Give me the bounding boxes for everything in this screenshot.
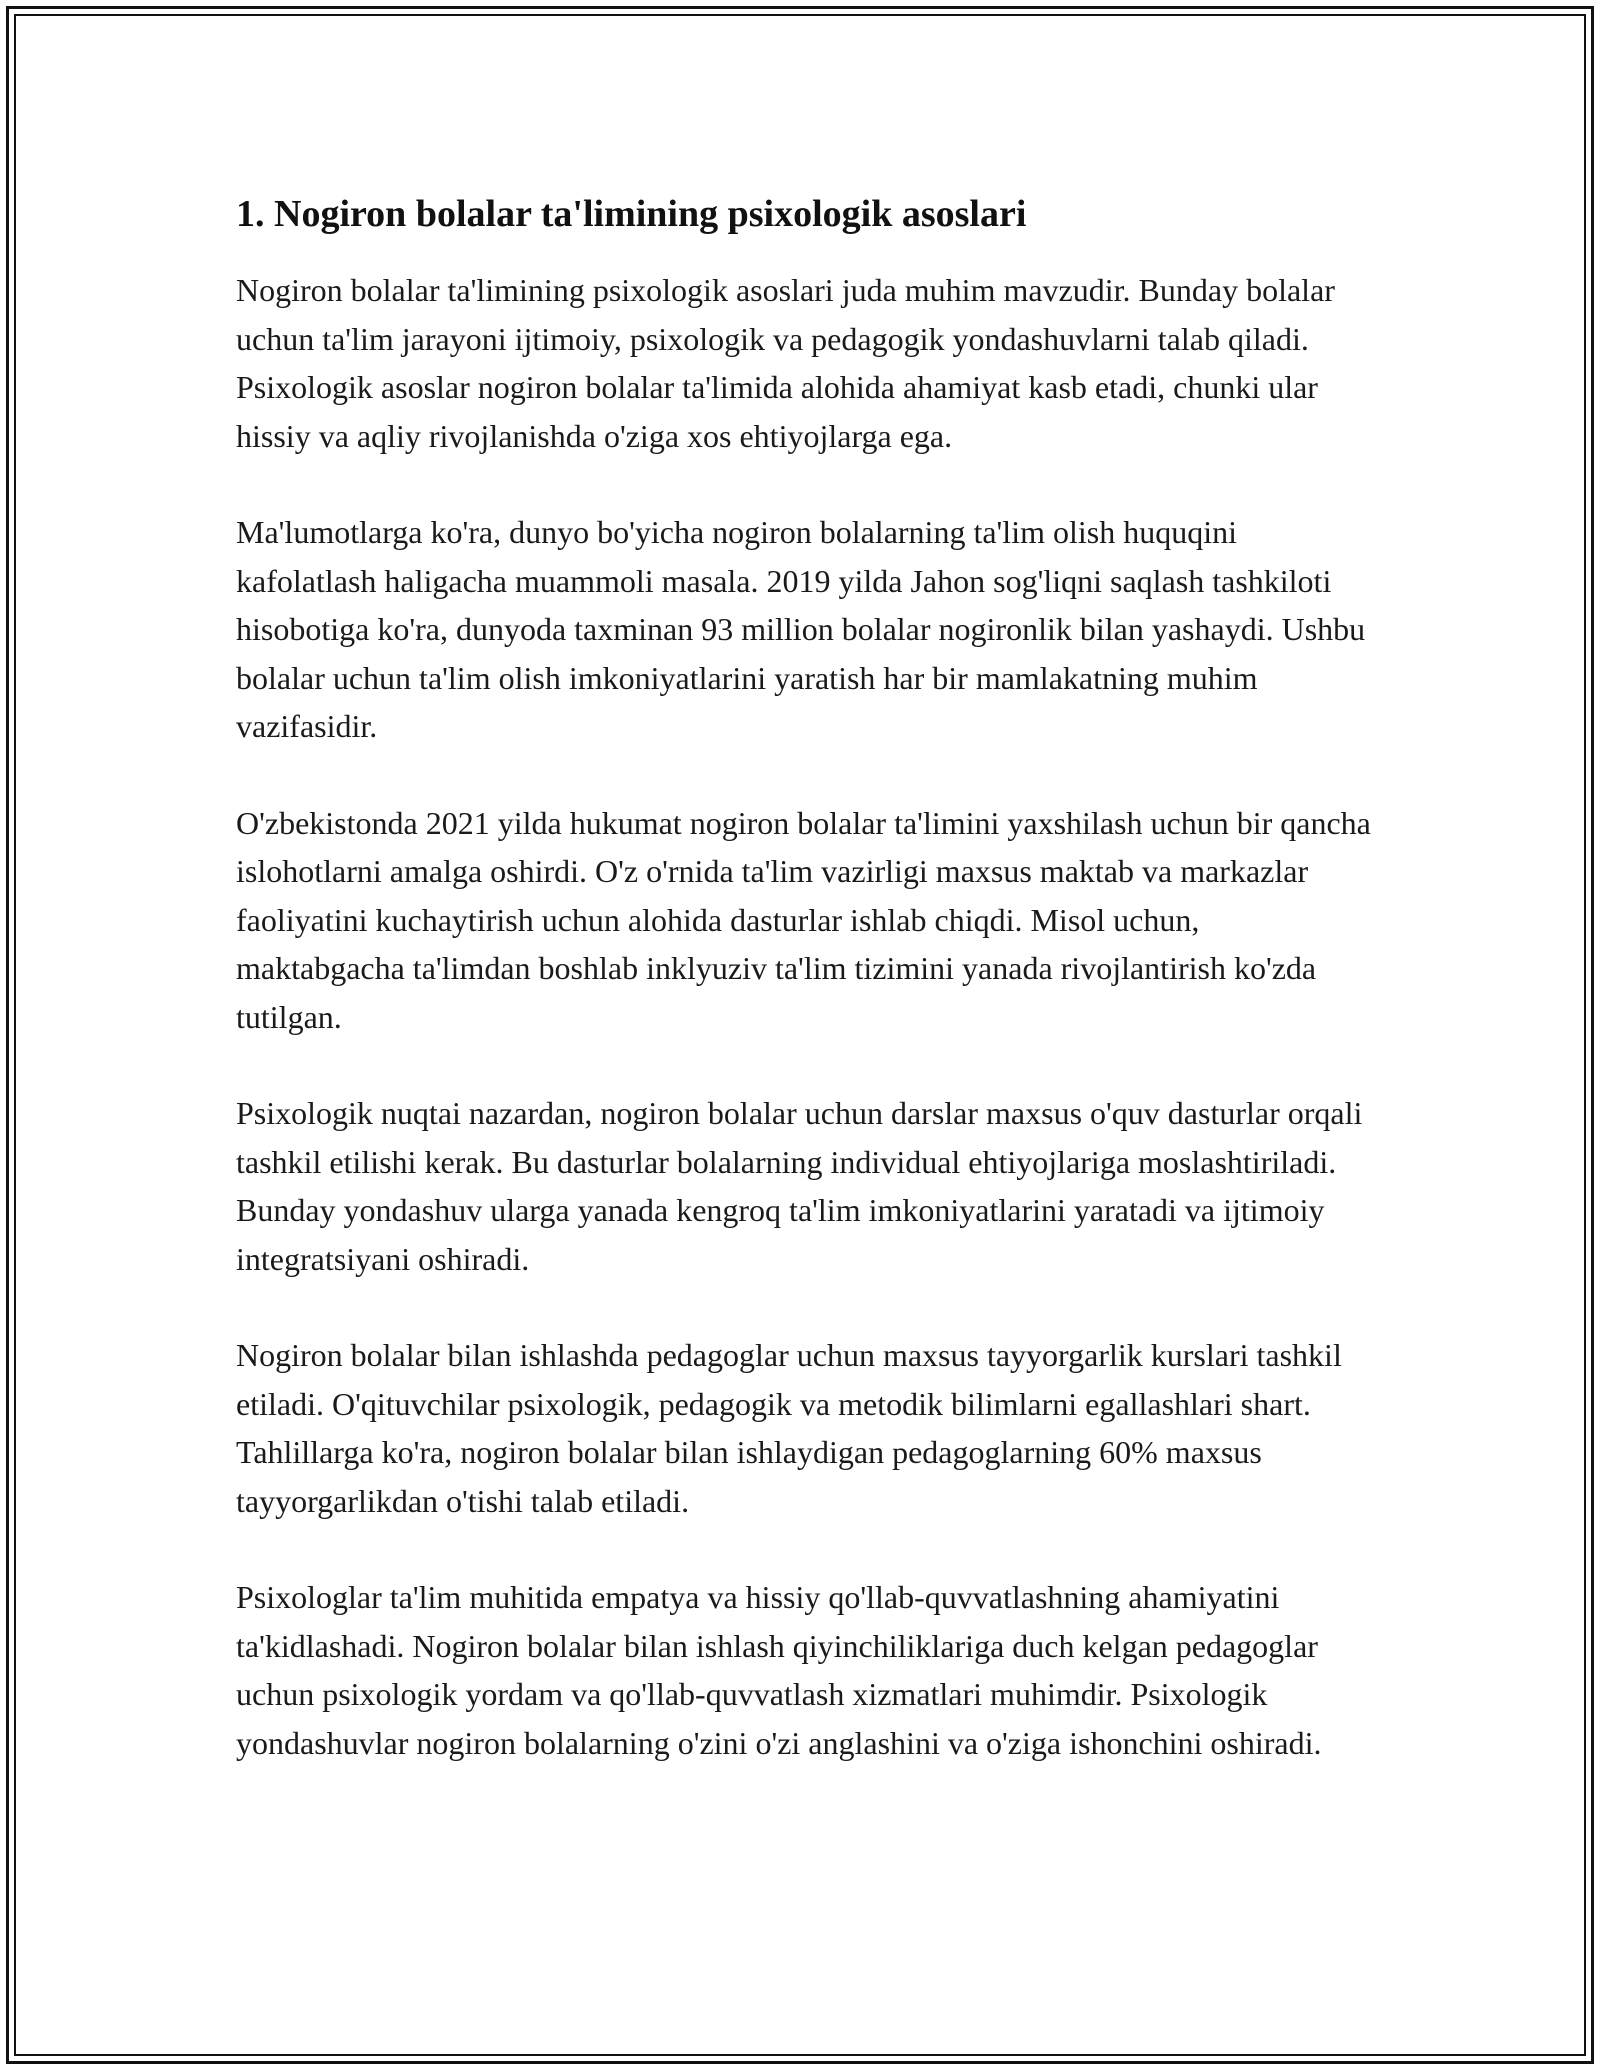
section-heading: 1. Nogiron bolalar ta'limining psixologik asoslari [236,193,1027,235]
document-body [236,186,1376,1815]
paragraph-psychological-view: Psixologik nuqtai nazardan, nogiron bolalar uchun darslar maxsus o'quv dasturlar orqali tashkil etilishi kerak. Bu dasturlar bolalarning individual ehtiyojlariga moslashtiriladi. Bunday yondashuv ularga yanada kengroq ta'lim imkoniyatlarini yaratadi va ijtimoiy integratsiyani oshiradi. [236,1095,1363,1277]
paragraph-psychologists: Psixologlar ta'lim muhitida empatya va hissiy qo'llab-quvvatlashning ahamiyatini ta'kidlashadi. Nogiron bolalar bilan ishlash qiyinchiliklariga duch kelgan pedagoglar uchun psixologik yordam va qo'llab-quvvatlash xizmatlari muhimdir. Psixologik yondashuvlar nogiron bolalarning o'zini o'zi anglashini va o'ziga ishonchini oshiradi. [236,1579,1322,1761]
paragraph-intro: Nogiron bolalar ta'limining psixologik asoslari juda muhim mavzudir. Bunday bolalar uchun ta'lim jarayoni ijtimoiy, psixologik va pedagogik yondashuvlarni talab qiladi. Psixologik asoslar nogiron bolalar ta'limida alohida ahamiyat kasb etadi, chunki ular hissiy va aqliy rivojlanishda o'ziga xos ehtiyojlarga ega. [236,272,1335,454]
paragraph-statistics: Ma'lumotlarga ko'ra, dunyo bo'yicha nogiron bolalarning ta'lim olish huquqini kafolatlash haligacha muammoli masala. 2019 yilda Jahon sog'liqni saqlash tashkiloti hisobotiga ko'ra, dunyoda taxminan 93 million bolalar nogironlik bilan yashaydi. Ushbu bolalar uchun ta'lim olish imkoniyatlarini yaratish har bir mamlakatning muhim vazifasidir. [236,514,1366,744]
paragraph-teacher-training: Nogiron bolalar bilan ishlashda pedagoglar uchun maxsus tayyorgarlik kurslari tashkil etiladi. O'qituvchilar psixologik, pedagogik va metodik bilimlarni egallashlari shart. Tahlillarga ko'ra, nogiron bolalar bilan ishlaydigan pedagoglarning 60% maxsus tayyorgarlikdan o'tishi talab etiladi. [236,1337,1342,1519]
paragraph-uzbekistan-reforms: O'zbekistonda 2021 yilda hukumat nogiron bolalar ta'limini yaxshilash uchun bir qancha islohotlarni amalga oshirdi. O'z o'rnida ta'lim vazirligi maxsus maktab va markazlar faoliyatini kuchaytirish uchun alohida dasturlar ishlab chiqdi. Misol uchun, maktabgacha ta'limdan boshlab inklyuziv ta'lim tizimini yanada rivojlantirish ko'zda tutilgan. [236,804,1371,1035]
